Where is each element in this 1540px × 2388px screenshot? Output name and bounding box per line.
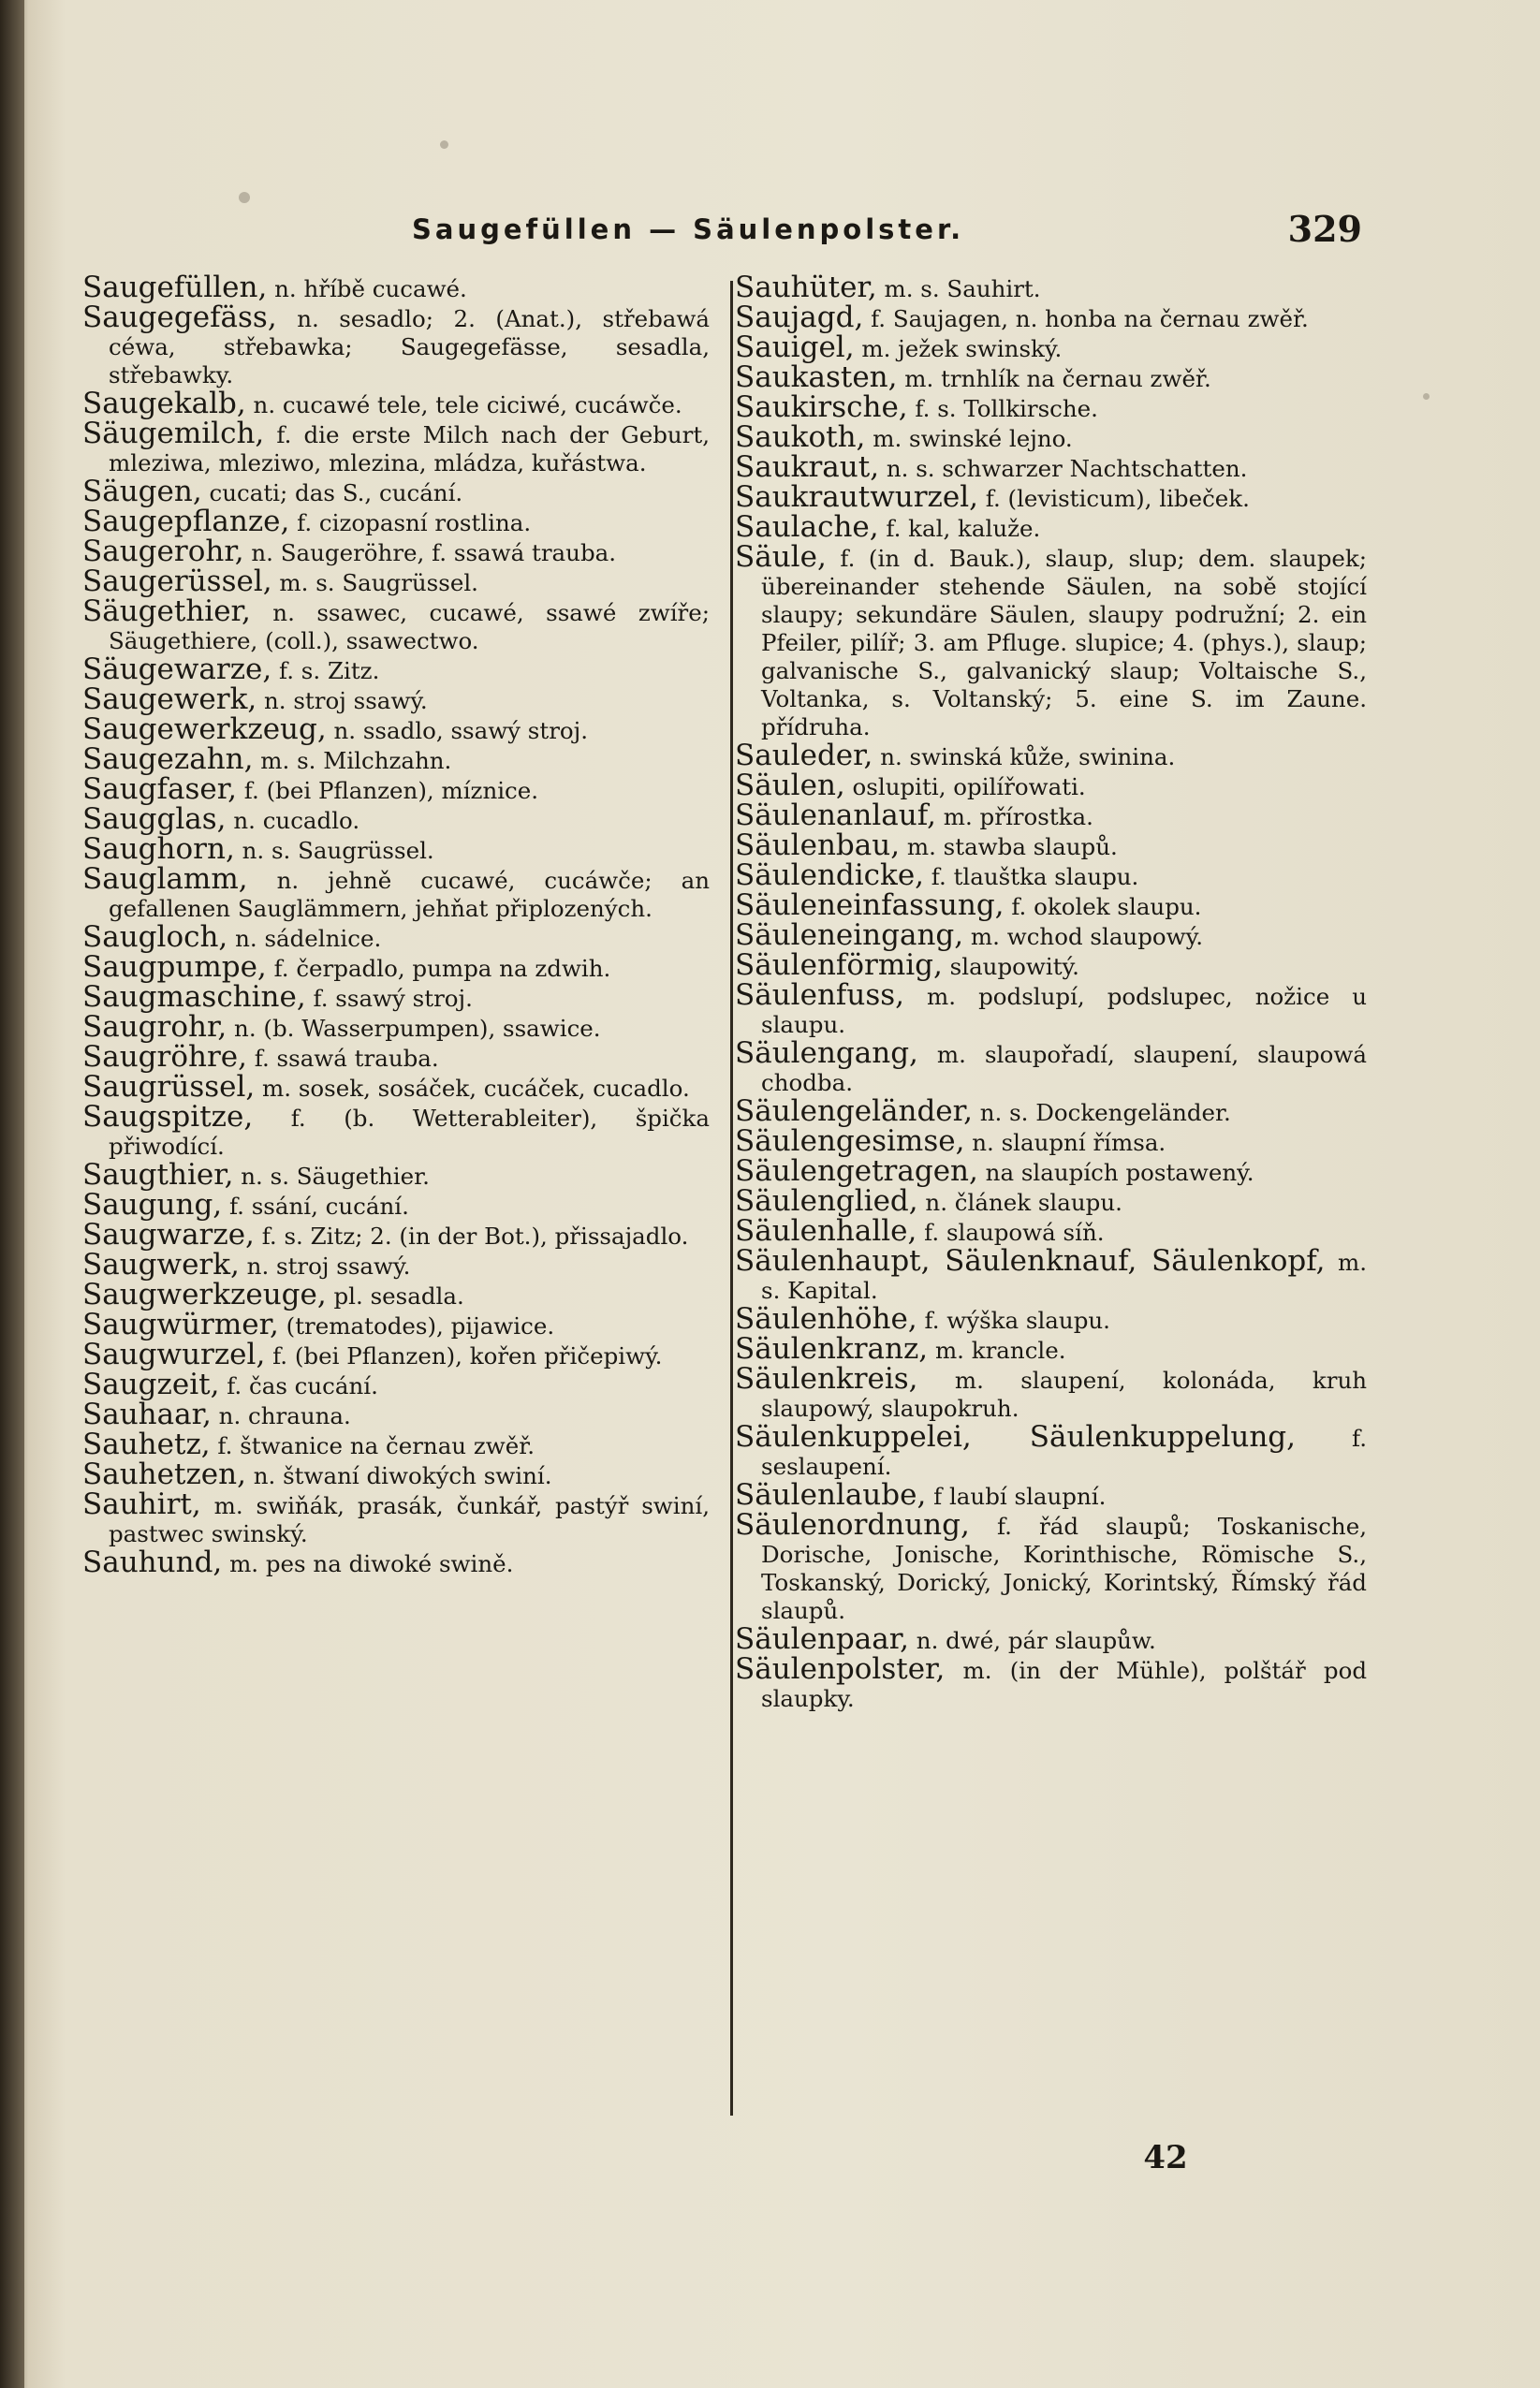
entry-definition: (trematodes), pijawice. <box>278 1312 555 1340</box>
entry-headword: Säulenlaube, <box>735 1478 927 1512</box>
entry-definition: oslupiti, opilířowati. <box>844 773 1086 800</box>
entry-headword: Säulendicke, <box>735 858 925 892</box>
entry-definition: m. trnhlík na černau zwěř. <box>897 365 1211 392</box>
entry-definition: n. článek slaupu. <box>917 1189 1122 1216</box>
dictionary-entry <box>82 1278 710 1311</box>
entry-definition: n. s. Säugethier. <box>233 1163 430 1190</box>
entry-definition: f. (bei Pflanzen), kořen přičepiwý. <box>265 1342 663 1370</box>
entry-definition: n. swinská kůže, swinina. <box>873 743 1176 770</box>
dictionary-entry <box>735 1478 1367 1512</box>
dictionary-entry <box>735 1508 1367 1625</box>
dictionary-entry <box>735 1184 1367 1218</box>
entry-headword: Saugewerkzeug, <box>82 712 327 746</box>
dictionary-entry <box>735 1214 1367 1248</box>
entry-definition: n. cucawé tele, tele ciciwé, cucáwče. <box>245 391 682 418</box>
dictionary-entry <box>735 330 1367 364</box>
entry-headword: Saugloch, <box>82 920 228 954</box>
dictionary-entry <box>735 798 1367 832</box>
entry-headword: Säulenförmig, <box>735 948 943 982</box>
entry-headword: Säulenglied, <box>735 1184 918 1218</box>
entry-definition: m. swiňák, prasák, čunkář, pastýř swiní, pastwec swinský. <box>109 1492 710 1547</box>
dictionary-entry <box>735 420 1367 454</box>
entry-headword: Säulenhöhe, <box>735 1302 917 1336</box>
dictionary-entry <box>82 564 710 598</box>
entry-definition: f. s. Zitz. <box>271 657 380 684</box>
dictionary-entry <box>82 1040 710 1074</box>
book-spine <box>0 0 24 2388</box>
entry-headword: Saugewerk, <box>82 682 257 716</box>
dictionary-entry <box>735 978 1367 1039</box>
entry-definition: f. ssawý stroj. <box>305 985 473 1012</box>
dictionary-entry <box>735 510 1367 544</box>
dictionary-entry <box>82 712 710 746</box>
dictionary-entry <box>82 682 710 716</box>
entry-definition: m. s. Sauhirt. <box>876 275 1041 302</box>
entry-headword: Saugfaser, <box>82 772 238 806</box>
entry-headword: Saugwurzel, <box>82 1338 266 1371</box>
entry-headword: Saugwarze, <box>82 1218 255 1252</box>
entry-definition: f. wýška slaupu. <box>917 1307 1110 1334</box>
entry-definition: m. sosek, sosáček, cucáček, cucadlo. <box>255 1075 690 1102</box>
entry-definition: n. s. Dockengeländer. <box>972 1099 1231 1126</box>
dictionary-entry <box>82 477 710 507</box>
entry-definition: m. krancle. <box>928 1337 1066 1364</box>
dictionary-entry <box>735 1652 1367 1713</box>
entry-headword: Säulenkranz, <box>735 1332 929 1366</box>
dictionary-entry <box>82 1487 710 1548</box>
page-number: 329 <box>1287 208 1362 250</box>
entry-definition: n. stroj ssawý. <box>257 687 428 714</box>
entry-definition: f. slaupowá síň. <box>917 1219 1105 1246</box>
entry-headword: Säulenpaar, <box>735 1622 909 1656</box>
entry-headword: Sauleder, <box>735 739 873 772</box>
entry-definition: m. slaupořadí, slaupení, slaupowá chodba. <box>761 1041 1367 1096</box>
dictionary-entry <box>82 1430 710 1460</box>
column-divider <box>730 281 733 2116</box>
dictionary-entry <box>735 1302 1367 1336</box>
entry-headword: Sauhüter, <box>735 271 877 304</box>
entry-definition: f. cizopasní rostlina. <box>289 509 532 536</box>
entry-headword: Säulenordnung, <box>735 1508 970 1542</box>
dictionary-entry <box>735 828 1367 862</box>
dictionary-entry <box>82 1308 710 1341</box>
dictionary-entry <box>82 1460 710 1490</box>
dictionary-entry <box>82 1010 710 1044</box>
dictionary-entry <box>82 507 710 537</box>
dictionary-entry <box>82 537 710 567</box>
entry-headword: Sauhaar, <box>82 1398 212 1431</box>
dictionary-entry <box>82 1100 710 1161</box>
entry-headword: Saugrüssel, <box>82 1070 256 1104</box>
entry-headword: Saugegefäss, <box>82 300 277 334</box>
entry-headword: Saukasten, <box>735 360 898 394</box>
entry-headword: Sauglamm, <box>82 862 248 896</box>
entry-definition: f. ssání, cucání. <box>222 1193 409 1220</box>
entry-definition: f. štwanice na černau zwěř. <box>210 1432 535 1459</box>
entry-headword: Saugwürmer, <box>82 1308 279 1341</box>
entry-definition: m. s. Saugrüssel. <box>271 569 478 596</box>
entry-headword: Säulenpolster, <box>735 1652 946 1686</box>
dictionary-entry <box>735 918 1367 952</box>
dictionary-entry <box>82 300 710 389</box>
entry-headword: Säulenanlauf, <box>735 798 936 832</box>
entry-definition: n. s. schwarzer Nachtschatten. <box>879 455 1248 482</box>
dictionary-entry <box>735 480 1367 514</box>
entry-definition: m. pes na diwoké swině. <box>222 1550 514 1577</box>
entry-definition: n. (b. Wasserpumpen), ssawice. <box>227 1015 601 1042</box>
entry-definition: n. sesadlo; 2. (Anat.), střebawá céwa, střebawka; Saugegefässe, sesadla, střebawky. <box>109 305 710 388</box>
entry-headword: Saugthier, <box>82 1158 234 1192</box>
dictionary-entry <box>735 1622 1367 1656</box>
dictionary-entry <box>82 1070 710 1104</box>
dictionary-entry <box>735 1244 1367 1305</box>
entry-headword: Säulengetragen, <box>735 1154 978 1188</box>
entry-headword: Sauhund, <box>82 1546 223 1579</box>
dictionary-entry <box>82 1338 710 1371</box>
entry-headword: Sauhetz, <box>82 1428 211 1461</box>
entry-definition: f. řád slaupů; Toskanische, Dorische, Jonische, Korinthische, Römische S., Toskanský, Dorický, Jonický, Korintský, Římský řád slaupů. <box>761 1513 1367 1624</box>
entry-definition: f laubí slaupní. <box>926 1483 1107 1510</box>
dictionary-entry <box>735 360 1367 394</box>
dictionary-entry <box>735 450 1367 484</box>
dictionary-entry <box>82 920 710 954</box>
entry-definition: m. ježek swinský. <box>854 335 1063 362</box>
paper-speck <box>239 192 250 203</box>
entry-headword: Saukirsche, <box>735 390 908 424</box>
dictionary-entry <box>82 1218 710 1252</box>
entry-headword: Saukrautwurzel, <box>735 480 978 514</box>
entry-headword: Saugefüllen, <box>82 271 268 304</box>
dictionary-entry <box>82 389 710 419</box>
entry-headword: Saujagd, <box>735 300 864 334</box>
entry-headword: Sauhirt, <box>82 1487 201 1521</box>
entry-headword: Säulenbau, <box>735 828 901 862</box>
entry-definition: n. cucadlo. <box>226 807 360 834</box>
entry-headword: Saugröhre, <box>82 1040 247 1074</box>
entry-headword: Saugglas, <box>82 802 227 836</box>
entry-definition: cucati; das S., cucání. <box>201 479 463 506</box>
entry-headword: Saugerüssel, <box>82 564 272 598</box>
entry-headword: Sauigel, <box>735 330 855 364</box>
entry-headword: Saukoth, <box>735 420 866 454</box>
entry-headword: Saugpumpe, <box>82 950 267 984</box>
dictionary-entry <box>735 1124 1367 1158</box>
dictionary-entry <box>735 741 1367 771</box>
entry-definition: f. seslaupení. <box>761 1425 1367 1480</box>
dictionary-entry <box>735 1332 1367 1366</box>
dictionary-entry <box>82 1400 710 1430</box>
entry-headword: Saugung, <box>82 1188 223 1222</box>
entry-definition: n. štwaní diwokých swiní. <box>245 1462 552 1489</box>
entry-definition: n. hříbě cucawé. <box>267 275 467 302</box>
entry-headword: Säule, <box>735 540 827 574</box>
paper-speck <box>1423 393 1430 400</box>
entry-headword: Säulengesimse, <box>735 1124 965 1158</box>
entry-headword: Säuleneinfassung, <box>735 888 1005 922</box>
dictionary-entry <box>82 1248 710 1282</box>
entry-definition: f. čas cucání. <box>219 1372 378 1399</box>
entry-headword: Saulache, <box>735 510 879 544</box>
entry-headword: Säulenhaupt, Säulenknauf, Säulenkopf, <box>735 1244 1326 1278</box>
entry-headword: Saugerohr, <box>82 535 244 568</box>
entry-headword: Saugwerkzeuge, <box>82 1278 327 1311</box>
entry-definition: m. swinské lejno. <box>865 425 1073 452</box>
entry-headword: Sauhetzen, <box>82 1458 246 1491</box>
entry-headword: Säulengeländer, <box>735 1094 973 1128</box>
dictionary-entry <box>735 300 1367 334</box>
entry-definition: f. s. Tollkirsche. <box>907 395 1098 422</box>
entry-definition: m. podslupí, podslupec, nožice u slaupu. <box>761 983 1367 1038</box>
entry-definition: n. sádelnice. <box>227 925 382 952</box>
entry-definition: f. kal, kaluže. <box>878 515 1041 542</box>
dictionary-entry <box>735 390 1367 424</box>
entry-headword: Säuleneingang, <box>735 918 964 952</box>
entry-definition: f. s. Zitz; 2. (in der Bot.), přissajadlo. <box>254 1223 689 1250</box>
dictionary-entry <box>82 862 710 923</box>
dictionary-entry <box>82 1188 710 1222</box>
entry-headword: Säulenfuss, <box>735 978 905 1012</box>
running-head: Saugefüllen — Säulenpolster. <box>412 213 965 245</box>
entry-definition: f. ssawá trauba. <box>247 1045 439 1072</box>
entry-definition: f. tlauštka slaupu. <box>924 863 1139 890</box>
entry-headword: Säugemilch, <box>82 417 265 450</box>
dictionary-entry <box>735 771 1367 801</box>
entry-definition: m. s. Milchzahn. <box>253 747 452 774</box>
entry-headword: Säulengang, <box>735 1036 918 1070</box>
dictionary-entry <box>735 888 1367 922</box>
entry-definition: f. (b. Wetterableiter), špička přiwodící. <box>109 1105 710 1160</box>
entry-definition: n. Saugeröhre, f. ssawá trauba. <box>243 539 617 566</box>
entry-headword: Saugmaschine, <box>82 980 306 1014</box>
entry-headword: Saughorn, <box>82 832 235 866</box>
dictionary-entry <box>735 1362 1367 1423</box>
dictionary-entry <box>82 273 710 303</box>
dictionary-entry <box>82 950 710 984</box>
entry-definition: m. s. Kapital. <box>761 1249 1367 1304</box>
dictionary-entry <box>735 1420 1367 1481</box>
dictionary-entry <box>735 1154 1367 1188</box>
dictionary-entry <box>735 858 1367 892</box>
entry-definition: f. okolek slaupu. <box>1004 893 1202 920</box>
dictionary-entry <box>735 948 1367 982</box>
dictionary-entry <box>82 832 710 866</box>
entry-headword: Säulen, <box>735 769 845 802</box>
entry-definition: m. (in der Mühle), polštář pod slaupky. <box>761 1657 1367 1712</box>
entry-definition: f. (in d. Bauk.), slaup, slup; dem. slaupek; übereinander stehende Säulen, na sobě stojící slaupy; sekundäre Säulen, slaupy podružní; 2. ein Pfeiler, pilíř; 3. am Pfluge. slupice; 4. (phys.), slaup; galvanische S., galvanický slaup; Voltaische S., Voltanka, s. Voltanský; 5. eine S. im Zaune. přídruha. <box>761 545 1367 740</box>
dictionary-entry <box>82 1370 710 1400</box>
entry-headword: Saugepflanze, <box>82 505 290 538</box>
entry-headword: Saugrohr, <box>82 1010 227 1044</box>
dictionary-entry <box>735 1094 1367 1128</box>
dictionary-entry <box>735 540 1367 741</box>
entry-definition: f. (levisticum), libeček. <box>977 485 1250 512</box>
entry-definition: n. chrauna. <box>211 1402 351 1429</box>
entry-definition: n. slaupní římsa. <box>964 1129 1166 1156</box>
signature-mark: 42 <box>1143 2139 1188 2176</box>
dictionary-entry <box>82 980 710 1014</box>
dictionary-entry <box>82 802 710 836</box>
entry-definition: m. přírostka. <box>935 803 1093 830</box>
entry-definition: n. ssawec, cucawé, ssawé zwíře; Säugethiere, (coll.), ssawectwo. <box>109 599 710 654</box>
entry-definition: m. wchod slaupowý. <box>963 923 1203 950</box>
paper-speck <box>440 140 448 149</box>
entry-definition: f. (bei Pflanzen), míznice. <box>237 777 539 804</box>
dictionary-entry <box>82 594 710 655</box>
entry-definition: f. čerpadlo, pumpa na zdwih. <box>266 955 611 982</box>
dictionary-entry <box>82 419 710 477</box>
entry-definition: f. Saujagen, n. honba na černau zwěř. <box>863 305 1309 332</box>
entry-headword: Saugwerk, <box>82 1248 240 1282</box>
entry-headword: Säugethier, <box>82 594 251 628</box>
entry-headword: Saugezahn, <box>82 742 254 776</box>
entry-headword: Säugen, <box>82 475 202 508</box>
entry-definition: n. s. Saugrüssel. <box>234 837 434 864</box>
dictionary-entry <box>735 273 1367 303</box>
entry-definition: n. ssadlo, ssawý stroj. <box>326 717 589 744</box>
entry-definition: n. jehně cucawé, cucáwče; an gefallenen Sauglämmern, jehňat připlozených. <box>109 867 710 922</box>
entry-definition: n. dwé, pár slaupůw. <box>909 1627 1156 1654</box>
entry-headword: Säulenkreis, <box>735 1362 918 1396</box>
entry-headword: Saukraut, <box>735 450 880 484</box>
entry-headword: Saugspitze, <box>82 1100 254 1134</box>
entry-definition: slaupowitý. <box>942 953 1079 980</box>
entry-definition: m. stawba slaupů. <box>900 833 1118 860</box>
dictionary-entry <box>82 742 710 776</box>
entry-definition: pl. sesadla. <box>326 1282 464 1310</box>
entry-headword: Säulenkuppelei, Säulenkuppelung, <box>735 1420 1297 1454</box>
right-column <box>735 273 1367 1713</box>
dictionary-entry <box>82 772 710 806</box>
dictionary-entry <box>82 1548 710 1578</box>
entry-definition: m. slaupení, kolonáda, kruh slaupowý, slaupokruh. <box>761 1367 1367 1422</box>
entry-headword: Säugewarze, <box>82 652 272 686</box>
entry-definition: na slaupích postawený. <box>977 1159 1254 1186</box>
dictionary-entry <box>735 1036 1367 1097</box>
dictionary-entry <box>82 1158 710 1192</box>
entry-definition: n. stroj ssawý. <box>239 1253 411 1280</box>
entry-headword: Saugekalb, <box>82 387 246 420</box>
entry-headword: Saugzeit, <box>82 1368 220 1401</box>
left-column <box>82 273 710 1578</box>
dictionary-entry <box>82 652 710 686</box>
entry-definition: f. die erste Milch nach der Geburt, mleziwa, mleziwo, mlezina, mládza, kuřástwa. <box>109 421 710 476</box>
entry-headword: Säulenhalle, <box>735 1214 917 1248</box>
